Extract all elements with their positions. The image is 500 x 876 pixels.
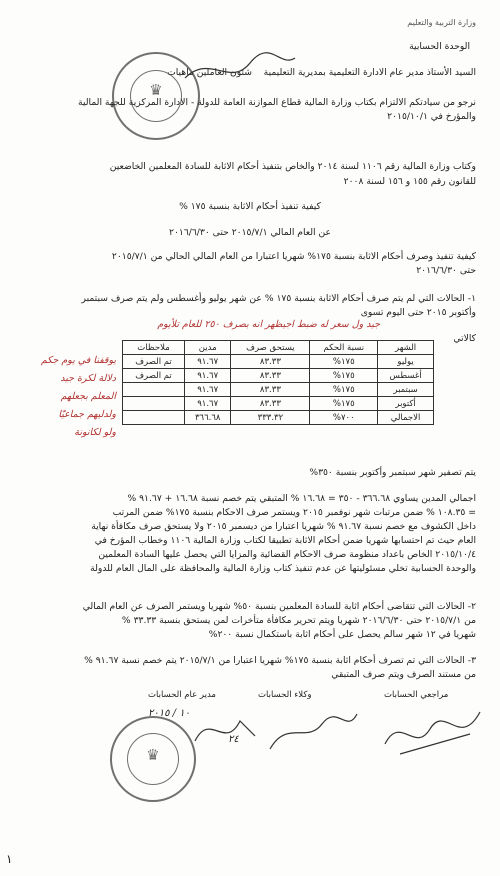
table-cell: يوليو xyxy=(378,355,434,369)
table-row xyxy=(123,383,434,397)
para2-line: والوحدة الحسابية تخلي مسئوليتها عن عدم تنفيذ كتاب وزارة المالية والمحافظة على المال العام للدولة xyxy=(90,563,476,574)
table-cell: تم الصرف xyxy=(123,355,185,369)
table-cell: ٨٣.٣٣ xyxy=(231,383,310,397)
dues-table xyxy=(122,340,434,425)
body-line-1: نرجو من سيادتكم الالتزام بكتاب وزارة المالية قطاع الموازنة العامة للدولة - الادارة المركزية للجهة المالية xyxy=(78,97,476,108)
table-cell: ٩١.٦٧ xyxy=(185,383,231,397)
handwritten-note-side xyxy=(4,352,116,442)
signature-reviewer xyxy=(380,704,490,764)
table-cell: سبتمبر xyxy=(378,383,434,397)
handwritten-date: ١٠ / ٢٠١٥ xyxy=(148,708,190,719)
page-number: ١ xyxy=(6,852,13,866)
eagle-emblem-icon: ♛ xyxy=(149,81,163,99)
unit-name: الوحدة الحسابية xyxy=(409,41,470,52)
section-title: كيفية تنفيذ أحكام الاثابة بنسبة ١٧٥ % xyxy=(179,201,321,212)
hand-line: ولو لكانونة xyxy=(74,427,116,438)
table-cell: ٨٣.٣٣ xyxy=(231,355,310,369)
table-cell: ٩١.٦٧ xyxy=(185,369,231,383)
signature-top xyxy=(180,48,300,88)
col-header: ملاحظات xyxy=(123,341,185,355)
ministry-name: وزارة التربية والتعليم xyxy=(407,18,476,27)
table-total-row xyxy=(123,411,434,425)
para2-line: داخل الكشوف مع خصم نسبة ٩١.٦٧ % شهريا اعتبارا من ديسمبر ٢٠١٥ ولا يستحق صرف مكافأة نهاية xyxy=(91,521,476,532)
table-cell xyxy=(123,383,185,397)
table-cell: ١٧٥% xyxy=(310,383,378,397)
table-cell: الاجمالي xyxy=(378,411,434,425)
para3-line: ٢- الحالات التي تتقاضى أحكام اثابة للسادة المعلمين بنسبة ٥٠% شهريا ويستمر الصرف عن العام المالي xyxy=(82,601,476,612)
table-cell xyxy=(123,397,185,411)
para4-line: من مستند الصرف ويتم صرف المتبقي xyxy=(331,669,476,680)
col-header: مدين xyxy=(185,341,231,355)
col-header: يستحق صرف xyxy=(231,341,310,355)
para4-line: ٣- الحالات التي تم تصرف أحكام اثابة بنسبة ١٧٥% شهريا اعتبارا من ٢٠١٥/٧/١ يتم خصم نسبة ٩١.٦٧ % xyxy=(84,655,476,666)
eagle-emblem-icon: ♛ xyxy=(146,746,160,764)
table-cell: ١٧٥% xyxy=(310,369,378,383)
subject: شئون العاملين ماهيات xyxy=(167,67,252,78)
body-line-3: وكتاب وزارة المالية رقم ١١٠٦ لسنة ٢٠١٤ والخاص بتنفيذ أحكام الاثابة للسادة المعلمين الخاضعين xyxy=(109,161,476,172)
as-follows: كالاتي xyxy=(453,333,476,344)
signature-manager-label: مدير عام الحسابات xyxy=(148,690,216,700)
table-cell: ٣٦٦.٦٨ xyxy=(185,411,231,425)
official-stamp-bottom xyxy=(110,716,196,802)
fiscal-year: عن العام المالي ٢٠١٥/٧/١ حتى ٢٠١٦/٦/٣٠ xyxy=(169,227,331,238)
body-line-4: للقانون رقم ١٥٥ و ١٥٦ لسنة ٢٠٠٨ xyxy=(343,176,476,187)
table-row xyxy=(123,355,434,369)
table-cell: ١٧٥% xyxy=(310,355,378,369)
hand-line: المعلم بجعلهم xyxy=(60,391,116,402)
para2-line: ٢٠١٥/١٠/٤ الخاص باعداد منظومة صرف الاحكام القضائية والمزايا التي يحصل عليها السادة المعلمين xyxy=(98,549,476,560)
hand-line: يوقفنا في يوم جكم xyxy=(40,355,116,366)
table-cell: تم الصرف xyxy=(123,369,185,383)
para2-line: = ١٠٨.٣٥ % ضمن مرتبات شهر نوفمبر ٢٠١٥ ويستمر صرف الاحكام بنسبة ١٧٥% ضمن المرتب xyxy=(112,507,476,518)
table-cell: أكتوبر xyxy=(378,397,434,411)
signature-agents xyxy=(262,704,362,759)
signature-reviewer-label: مراجعي الحسابات xyxy=(384,690,449,700)
hand-line: ولدليهم جماعيّا xyxy=(58,409,116,420)
para2-line: اجمالي المدين يساوي ٣٦٦.٦٨ - ٣٥٠ = ١٦.٦٨ % المتبقي يتم خصم نسبة ١٦.٦٨ + ٩١.٦٧ % xyxy=(127,493,476,504)
signature-agents-label: وكلاء الحسابات xyxy=(258,690,312,700)
handwritten-note-top: جيد ول سعر له ضبط اجيظهر انه بصرف ٢٥٠ للعام تلأيوم xyxy=(157,319,380,330)
table-cell: ٩١.٦٧ xyxy=(185,355,231,369)
table-row xyxy=(123,369,434,383)
body-line-9: ١- الحالات التي لم يتم صرف أحكام الاثابة بنسبة ١٧٥ % عن شهر يوليو وأغسطس ولم يتم صرف سبتمبر xyxy=(81,293,476,304)
table-cell xyxy=(123,411,185,425)
signature-manager xyxy=(190,706,260,756)
table-cell: ٩١.٦٧ xyxy=(185,397,231,411)
table-cell: ٧٠٠% xyxy=(310,411,378,425)
para3-line: من ٢٠١٥/٧/١ حتى ٢٠١٦/٦/٣٠ شهريا ويتم تحرير مكافأة متأخرات لمن يستحق بنسبة ٣٣.٣٣ % xyxy=(121,615,476,626)
addressee: السيد الأستاذ مدير عام الادارة التعليمية بمديرية التعليمية xyxy=(263,67,476,78)
table-cell: ٣٣٣.٣٢ xyxy=(231,411,310,425)
para2-line: يتم تصفير شهر سبتمبر وأكتوبر بنسبة ٣٥٠% xyxy=(309,467,476,478)
table-cell: ٨٣.٣٣ xyxy=(231,397,310,411)
body-line-7: كيفية تنفيذ وصرف أحكام الاثابة بنسبة ١٧٥% شهريا اعتبارا من العام المالي الحالي من ٢٠١٥/٧/١ xyxy=(111,251,476,262)
para2-line: العام حيث تم احتسابها شهريا ضمن أحكام الاثابة تطبيقا لكتاب وزارة المالية ١١٠٦ وخطاب المؤرخ في xyxy=(94,535,476,546)
table-row xyxy=(123,397,434,411)
body-line-10: وأكتوبر ٢٠١٥ حتى اليوم تسوى xyxy=(360,307,476,318)
handwritten-date-2: ٢٤ xyxy=(228,734,239,745)
col-header: الشهر xyxy=(378,341,434,355)
col-header: نسبة الحكم xyxy=(310,341,378,355)
table-cell: أغسطس xyxy=(378,369,434,383)
body-line-2: والمؤرخ في ٢٠١٥/١٠/١ xyxy=(387,111,476,122)
hand-line: دلالة لكرة جيد xyxy=(60,373,116,384)
table-header-row xyxy=(123,341,434,355)
table-cell: ١٧٥% xyxy=(310,397,378,411)
body-line-8: حتى ٢٠١٦/٦/٣٠ xyxy=(416,265,476,276)
para3-line: شهريا في ١٢ شهر سالم يحصل على أحكام اثابة باستكمال نسبة ٢٠٠% xyxy=(208,629,476,640)
table-cell: ٨٣.٣٣ xyxy=(231,369,310,383)
